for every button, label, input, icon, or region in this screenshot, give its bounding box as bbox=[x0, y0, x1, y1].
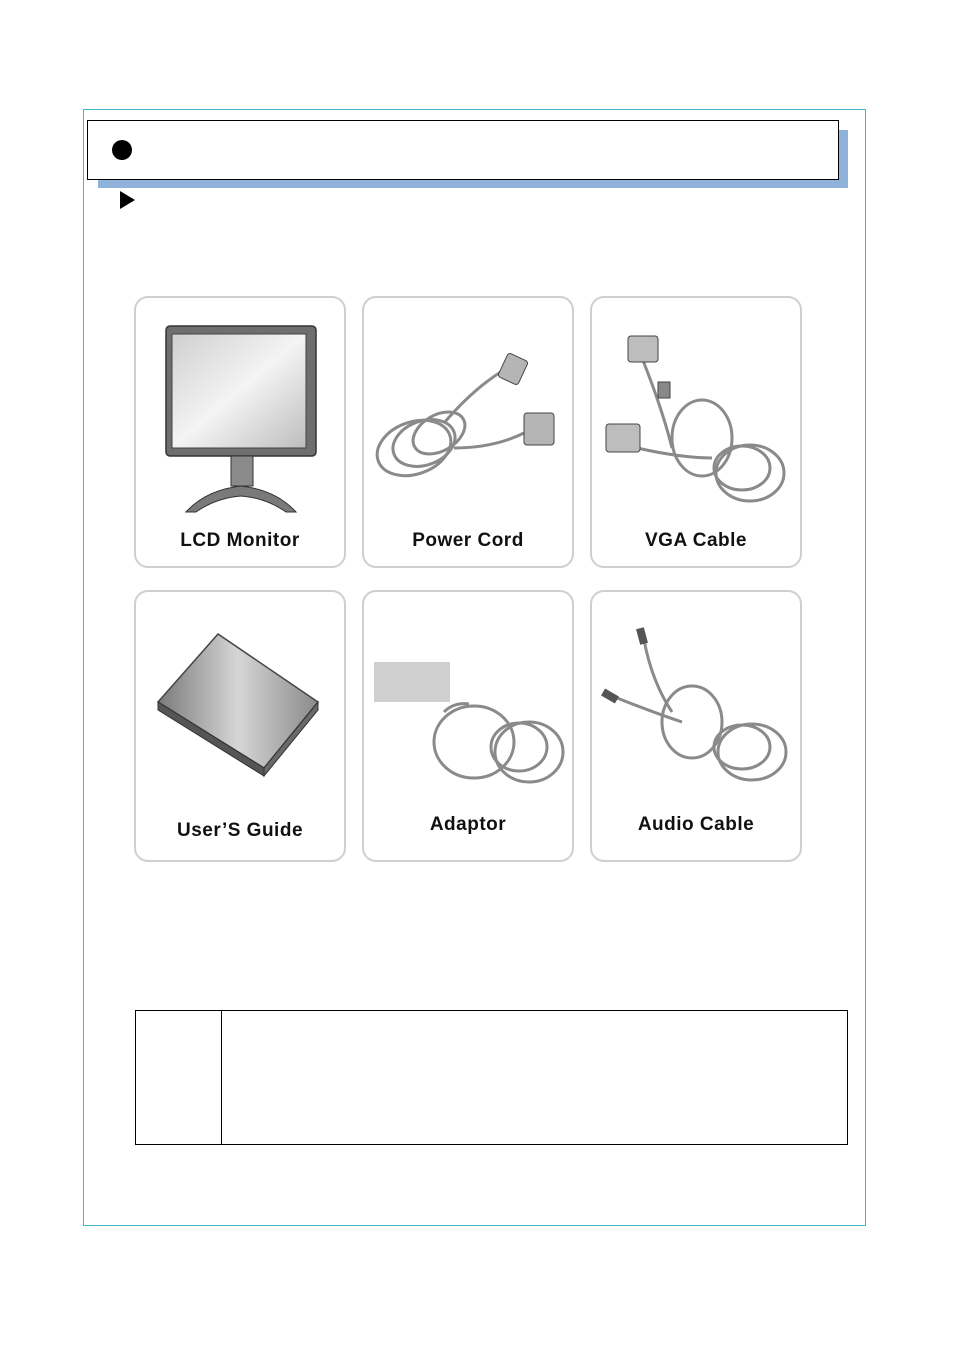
item-label: Adaptor bbox=[429, 814, 507, 835]
item-card-vga-cable bbox=[590, 296, 802, 568]
lcd-monitor-icon bbox=[136, 298, 344, 566]
item-label: Power Cord bbox=[412, 530, 524, 551]
item-label: LCD Monitor bbox=[180, 530, 300, 551]
item-label: User’S Guide bbox=[176, 820, 304, 841]
item-card-audio-cable bbox=[590, 590, 802, 862]
item-label: Audio Cable bbox=[637, 814, 755, 835]
item-card-users-guide bbox=[134, 590, 346, 862]
item-card-adaptor bbox=[362, 590, 574, 862]
section-header bbox=[87, 120, 839, 180]
item-label: VGA Cable bbox=[645, 530, 747, 551]
triangle-arrow-icon bbox=[120, 191, 135, 209]
bullet-icon bbox=[112, 140, 132, 160]
note-table bbox=[135, 1010, 848, 1145]
vga-cable-icon bbox=[592, 298, 800, 566]
item-card-power-cord bbox=[362, 296, 574, 568]
item-card-lcd-monitor bbox=[134, 296, 346, 568]
power-cord-icon bbox=[364, 298, 572, 566]
note-divider bbox=[221, 1011, 222, 1144]
